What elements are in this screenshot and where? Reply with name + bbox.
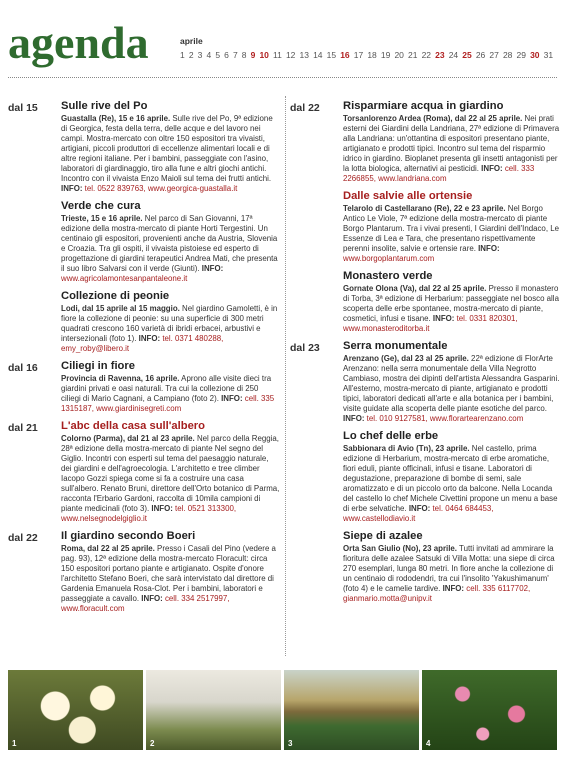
day-number: 2 bbox=[188, 50, 194, 60]
entry-date: dal 22 bbox=[290, 102, 320, 114]
entry-body bbox=[61, 374, 280, 414]
info-contact[interactable]: www.borgoplantarum.com bbox=[343, 254, 435, 263]
info-contact[interactable]: cell. 335 6117702, gianmario.motta@unipv.it bbox=[343, 584, 531, 603]
entry-location: Provincia di Ravenna, 16 aprile. bbox=[61, 374, 180, 383]
photo-peonies bbox=[8, 670, 143, 750]
info-label: INFO: bbox=[138, 334, 161, 343]
entry-title: Siepe di azalee bbox=[343, 530, 423, 542]
entry-body bbox=[61, 114, 280, 194]
day-number: 24 bbox=[448, 50, 459, 60]
column-divider bbox=[285, 96, 286, 656]
day-number: 3 bbox=[197, 50, 203, 60]
entry-location: Roma, dal 22 al 25 aprile. bbox=[61, 544, 155, 553]
entry-title: Monastero verde bbox=[343, 270, 433, 282]
entry-location: Sabbionara di Avio (Tn), 23 aprile. bbox=[343, 444, 470, 453]
photo-number: 1 bbox=[12, 739, 17, 748]
day-number: 29 bbox=[516, 50, 526, 60]
entry-body bbox=[61, 434, 280, 524]
entry-location: Gornate Olona (Va), dal 22 al 25 aprile. bbox=[343, 284, 487, 293]
entry-date: dal 22 bbox=[8, 532, 38, 544]
day-number: 10 bbox=[259, 50, 269, 60]
day-number: 17 bbox=[353, 50, 364, 60]
info-label: INFO: bbox=[408, 504, 431, 513]
info-label: INFO: bbox=[61, 184, 83, 193]
entry-body bbox=[343, 444, 560, 524]
agenda-entry bbox=[290, 340, 560, 424]
info-contact[interactable]: tel. 0371 480288, emy_roby@libero.it bbox=[61, 334, 224, 353]
photo-cherry-trees bbox=[146, 670, 281, 750]
day-number: 8 bbox=[241, 50, 247, 60]
info-label: INFO: bbox=[201, 264, 224, 273]
photo-palace-garden bbox=[284, 670, 419, 750]
day-strip bbox=[180, 50, 557, 60]
entry-location: Trieste, 15 e 16 aprile. bbox=[61, 214, 143, 223]
day-number: 14 bbox=[313, 50, 323, 60]
entry-title: Lo chef delle erbe bbox=[343, 430, 439, 442]
entry-title: Ciliegi in fiore bbox=[61, 360, 135, 372]
entry-location: Orta San Giulio (No), 23 aprile. bbox=[343, 544, 457, 553]
photo-number: 3 bbox=[288, 739, 293, 748]
day-number: 7 bbox=[232, 50, 238, 60]
entry-location: Colorno (Parma), dal 21 al 23 aprile. bbox=[61, 434, 195, 443]
entry-body bbox=[61, 304, 280, 354]
header-divider bbox=[8, 77, 557, 78]
info-label: INFO: bbox=[141, 594, 163, 603]
day-number: 16 bbox=[340, 50, 350, 60]
entry-body bbox=[61, 544, 280, 614]
day-number: 22 bbox=[421, 50, 432, 60]
info-label: INFO: bbox=[481, 164, 503, 173]
photo-number: 4 bbox=[426, 739, 431, 748]
day-number: 11 bbox=[273, 50, 282, 60]
entry-title: Dalle salvie alle ortensie bbox=[343, 190, 473, 202]
day-number: 26 bbox=[475, 50, 486, 60]
entry-date: dal 15 bbox=[8, 102, 38, 114]
entry-body bbox=[343, 114, 560, 184]
entry-title: L'abc della casa sull'albero bbox=[61, 420, 205, 432]
entry-location: Arenzano (Ge), dal 23 al 25 aprile. bbox=[343, 354, 469, 363]
day-number: 4 bbox=[206, 50, 212, 60]
info-contact[interactable]: www.agricolamontesanpantaleone.it bbox=[61, 274, 188, 283]
info-label: INFO: bbox=[442, 584, 465, 593]
entry-body bbox=[343, 284, 560, 334]
entry-description: Nel parco della Reggia, 28ª edizione della mostra-mercato di piante Nel segno del Giglio. Incontri con esperti sul tema del paesaggio naturale, dei giardini e dell'agroecologia. L'architetto e tree climber Iacopo Gozzi spiega come si fa a costruire una casa sull'albero. Renato Bruni, direttore dell'Orto botanico di Parma, racconta l'Erbario Gardoni, raccolta di 10mila campioni di piante medicinali (foto 3). bbox=[61, 434, 280, 513]
info-contact[interactable]: tel. 0521 313300, www.nelsegnodelgiglio.it bbox=[61, 504, 237, 523]
agenda-entry bbox=[290, 270, 560, 334]
day-number: 23 bbox=[435, 50, 445, 60]
day-number: 6 bbox=[224, 50, 229, 60]
entry-date: dal 23 bbox=[290, 342, 320, 354]
entry-description: Nel Borgo Antico Le Viole, 7ª edizione della mostra-mercato di piante Borgo Plantarum. Tra i vivai presenti, I Giardini dell'Indaco, Le Essenze di Lea e Tara, che presentano rispettivamente perenni insolite, salvie e ortensie rare. bbox=[343, 204, 559, 253]
entry-body bbox=[343, 544, 560, 604]
entry-location: Telarolo di Castellarano (Re), 22 e 23 aprile. bbox=[343, 204, 506, 213]
info-contact[interactable]: tel. 0522 839763, www.georgica-guastalla.it bbox=[82, 184, 238, 193]
entry-description: Nel parco di San Giovanni, 17ª edizione della mostra-mercato di piante Horti Tergestini. Un centinaio gli espositori, provenienti anche da Austria, Slovenia e Croazia. Tra gli ospiti, il vivaista pistoiese ed esperto di progettazione di giardini terapeutici Andrea Mati, che presenta il suo libro Salvarsi con il verde (Giunti). bbox=[61, 214, 278, 273]
day-number: 15 bbox=[326, 50, 337, 60]
agenda-entry bbox=[290, 100, 560, 184]
info-contact[interactable]: tel. 0464 684453, www.castellodiavio.it bbox=[343, 504, 494, 523]
entry-description: Nei prati esterni dei Giardini della Landriana, 27ª edizione di Primavera alla Landriana: un'ottantina di espositori presentano piante, artigianato e prodotti tipici. Incontro sul tema del risparmio idrico in giardino. Bioplanet presenta gli insetti antagonisti per la lotta biologica, alternativi ai pesticidi. bbox=[343, 114, 560, 173]
day-number: 9 bbox=[250, 50, 256, 60]
entry-description: Nel giardino Gamoletti, è in fiore la collezione di peonie: su una superficie di 300 metri quadrati crescono 160 varietà di ibridi erbacei, arbustivi e intersezionali (foto 1). bbox=[61, 304, 278, 343]
info-contact[interactable]: tel. 0331 820301, www.monasteroditorba.it bbox=[343, 314, 518, 333]
day-number: 18 bbox=[367, 50, 377, 60]
entry-title: Risparmiare acqua in giardino bbox=[343, 100, 504, 112]
masthead bbox=[8, 18, 558, 78]
day-number: 27 bbox=[489, 50, 499, 60]
agenda-entry bbox=[8, 200, 280, 284]
agenda-entry bbox=[290, 430, 560, 524]
day-number: 13 bbox=[299, 50, 309, 60]
day-number: 5 bbox=[215, 50, 221, 60]
entry-description: Sulle rive del Po, 9ª edizione di Georgica, festa della terra, delle acque e del lavoro nei campi. Mostra-mercato con oltre 150 espositori tra vivaisti, artigiani, piccoli produttori di eccellenze alimentari locali e di altre regioni italiane. Per i bambini, passeggiate con l'asino, laboratori di giardinaggio, tiro alla fune e altri giochi antichi. Incontro con il vivaista Enzo Maioli sul tema dei frutti antichi. bbox=[61, 114, 273, 183]
left-column bbox=[8, 100, 280, 620]
day-number: 12 bbox=[285, 50, 296, 60]
agenda-entry bbox=[8, 360, 280, 414]
entry-description: Presso il monastero di Torba, 3ª edizione di Herbarium: passeggiate nel bosco alla scoperta delle erbe spontanee, mostra-mercato di piante, cosmetici, infusi e tisane. bbox=[343, 284, 559, 323]
day-number: 20 bbox=[394, 50, 404, 60]
entry-title: Verde che cura bbox=[61, 200, 141, 212]
info-label: INFO: bbox=[478, 244, 500, 253]
entry-title: Sulle rive del Po bbox=[61, 100, 148, 112]
entry-body bbox=[343, 204, 560, 264]
day-number: 19 bbox=[380, 50, 391, 60]
agenda-entry bbox=[290, 190, 560, 264]
photo-rhododendron bbox=[422, 670, 557, 750]
entry-description: Nel castello, prima edizione di Herbarium, mostra-mercato di erbe aromatiche, fiori eduli, piante officinali, infusi e tisane. Laboratori di degustazione, preparazione di bombe di semi, sale aromatizzato e di un piccolo orto da balcone. Nella Locanda del castello lo chef Michele Civettini propone un menu a base di erbe selvatiche. bbox=[343, 444, 558, 513]
entry-description: 22ª edizione di FlorArte Arenzano: nella serra monumentale della Villa Negrotto Cambiaso, mostra dei dipinti dell'artista Alessandra Gasparini. All'esterno, mostra-mercato di piante, artigianato e prodotti tipici, laboratori dedicati all'arte e alla botanica per i bambini, visite guidate alla scoperta delle piante esotiche del parco. bbox=[343, 354, 560, 413]
entry-description: Presso i Casali del Pino (vedere a pag. 93), 12ª edizione della mostra-mercato Floracult: circa 150 espositori portano piante e artigianato. Ospite d'onore l'architetto Stefano Boeri, che sarà intervistato dal direttore di Gardenia Emanuela Rosa-Clot. Per i bambini, laboratori e passeggiate a cavallo. bbox=[61, 544, 276, 603]
entry-body bbox=[61, 214, 280, 284]
entry-date: dal 16 bbox=[8, 362, 38, 374]
agenda-entry bbox=[8, 420, 280, 524]
photo-number: 2 bbox=[150, 739, 155, 748]
page-title: agenda bbox=[8, 17, 149, 68]
photo-strip bbox=[8, 670, 557, 750]
entry-location: Lodi, dal 15 aprile al 15 maggio. bbox=[61, 304, 180, 313]
info-label: INFO: bbox=[432, 314, 455, 323]
day-number: 25 bbox=[462, 50, 472, 60]
info-contact[interactable]: cell. 334 2517997, www.floracult.com bbox=[61, 594, 230, 613]
info-contact[interactable]: tel. 010 9127581, www.florartearenzano.com bbox=[364, 414, 524, 423]
right-column bbox=[290, 100, 560, 610]
day-number: 30 bbox=[530, 50, 540, 60]
info-contact[interactable]: cell. 333 2266855, www.landriana.com bbox=[343, 164, 535, 183]
day-number: 21 bbox=[408, 50, 418, 60]
day-number: 1 bbox=[180, 50, 185, 60]
info-label: INFO: bbox=[221, 394, 243, 403]
entry-location: Torsanlorenzo Ardea (Roma), dal 22 al 25 aprile. bbox=[343, 114, 523, 123]
agenda-entry bbox=[290, 530, 560, 604]
month-label: aprile bbox=[180, 36, 203, 46]
agenda-entry bbox=[8, 530, 280, 614]
entry-location: Guastalla (Re), 15 e 16 aprile. bbox=[61, 114, 171, 123]
entry-body bbox=[343, 354, 560, 424]
entry-title: Serra monumentale bbox=[343, 340, 448, 352]
entry-title: Il giardino secondo Boeri bbox=[61, 530, 196, 542]
agenda-entry bbox=[8, 100, 280, 194]
entry-title: Collezione di peonie bbox=[61, 290, 170, 302]
info-label: INFO: bbox=[151, 504, 173, 513]
day-number: 31 bbox=[543, 50, 554, 60]
info-contact[interactable]: cell. 335 1315187, www.giardinisegreti.com bbox=[61, 394, 275, 413]
entry-date: dal 21 bbox=[8, 422, 38, 434]
day-number: 28 bbox=[502, 50, 513, 60]
entry-description: Tutti invitati ad ammirare la fioritura delle azalee Satsuki di Villa Motta: una siepe di circa 270 esemplari, lunga 80 metri. In fiore anche la collezione di un centinaio di rododendri, tra cui l'insolito 'Yakushimanum' (foto 4) e le camelie tardive. bbox=[343, 544, 555, 593]
info-label: INFO: bbox=[343, 414, 365, 423]
entry-description: Aprono alle visite dieci tra giardini privati e oasi naturali. Tra cui la collezione di 250 ciliegi di Mario Cagnani, a Campiano (foto 2). bbox=[61, 374, 272, 403]
agenda-entry bbox=[8, 290, 280, 354]
